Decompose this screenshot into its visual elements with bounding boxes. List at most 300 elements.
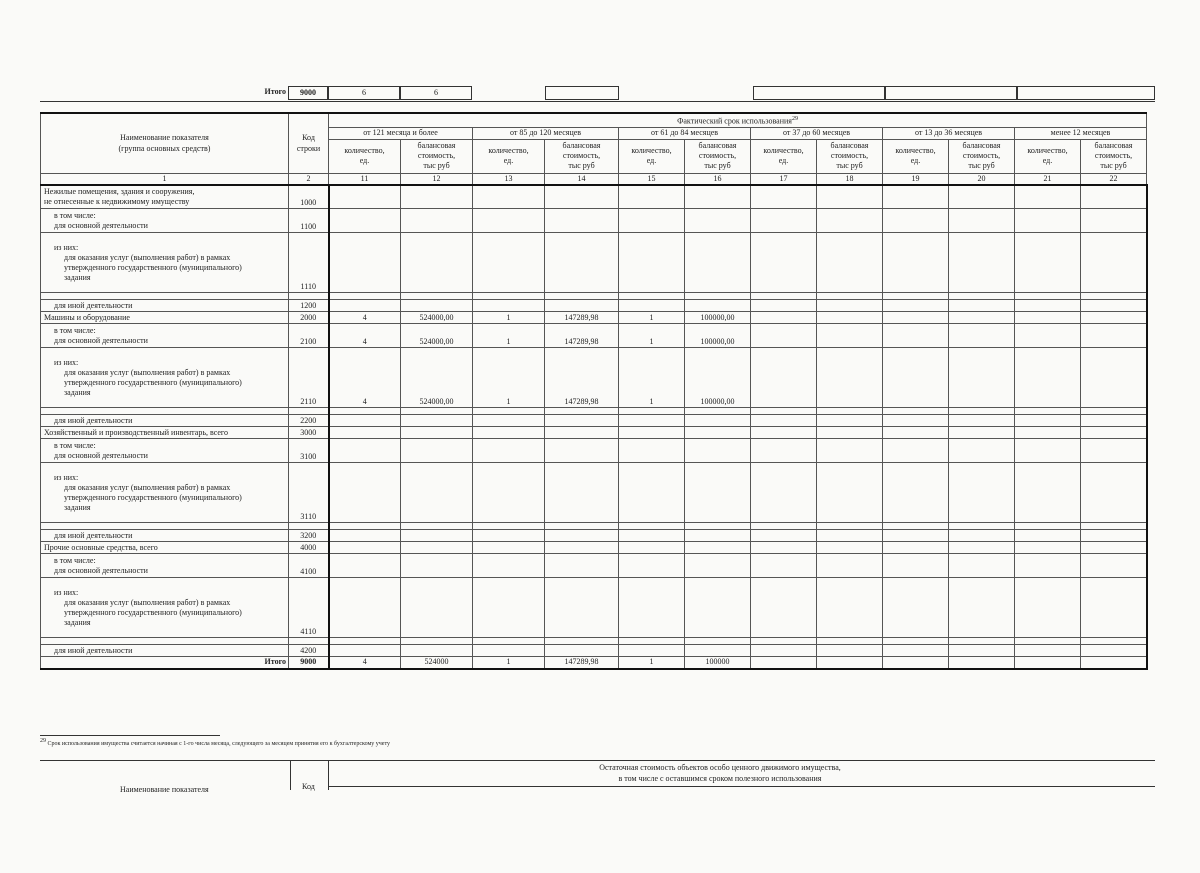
header-cost-line: стоимость, (698, 151, 737, 161)
spacer-cell (1081, 293, 1147, 300)
spacer-cell (329, 408, 401, 415)
row-name-line: для иной деятельности (54, 530, 133, 540)
spacer-cell (289, 638, 329, 645)
row-value-col-20 (949, 312, 1015, 324)
row-value-col-20 (949, 542, 1015, 554)
row-name-line: в том числе: (54, 325, 96, 335)
header-cost-line: тыс руб (568, 161, 595, 171)
row-code: 3200 (289, 530, 329, 542)
spacer-cell (949, 638, 1015, 645)
next-section-code-col: Код (302, 782, 315, 791)
row-code: 1000 (289, 185, 329, 209)
header-code-title: Код (302, 133, 315, 143)
row-value-col-14: 147289,98 (545, 324, 619, 348)
header-cost-line: балансовая (962, 141, 1001, 151)
total-value-col-18 (817, 657, 883, 669)
spacer-cell (1015, 408, 1081, 415)
row-value-col-22 (1081, 415, 1147, 427)
row-value-col-17 (751, 348, 817, 408)
row-value-col-15 (619, 427, 685, 439)
row-name-line: Хозяйственный и производственный инвентарь, всего (44, 427, 228, 437)
total-value-col-22 (1081, 657, 1147, 669)
row-value-col-14 (545, 209, 619, 233)
row-value-col-19 (883, 348, 949, 408)
row-value-col-17 (751, 300, 817, 312)
row-value-col-13 (473, 554, 545, 578)
footnote-mark: 29 (40, 738, 46, 744)
top-total-c11: 6 (328, 86, 400, 100)
row-value-col-17 (751, 542, 817, 554)
row-value-col-18 (817, 348, 883, 408)
row-value-col-19 (883, 233, 949, 293)
row-value-col-22 (1081, 324, 1147, 348)
header-cost-line: балансовая (1094, 141, 1133, 151)
row-value-col-19 (883, 530, 949, 542)
total-code: 9000 (289, 657, 329, 669)
row-value-col-12: 524000,00 (401, 348, 473, 408)
spacer-cell (41, 638, 289, 645)
row-value-col-15 (619, 530, 685, 542)
table-row (41, 233, 1147, 293)
col-number-18: 18 (817, 173, 883, 185)
row-value-col-16 (685, 233, 751, 293)
spacer-cell (289, 293, 329, 300)
row-value-col-15: 1 (619, 312, 685, 324)
row-value-col-18 (817, 530, 883, 542)
header-qty-line: ед. (359, 156, 370, 166)
spacer-cell (883, 638, 949, 645)
header-qty-2 (473, 139, 545, 173)
header-cost-4 (817, 139, 883, 173)
row-name-line: утвержденного государственного (муниципального) (64, 492, 242, 502)
table-row (41, 530, 1147, 542)
row-name-line: задания (64, 272, 91, 282)
row-value-col-11 (329, 645, 401, 657)
next-section-title-2: в том числе с оставшимся сроком полезного использования (618, 774, 822, 783)
row-value-col-16 (685, 415, 751, 427)
row-name (41, 312, 289, 324)
total-value-col-11: 4 (329, 657, 401, 669)
row-value-col-18 (817, 542, 883, 554)
row-value-col-16 (685, 530, 751, 542)
header-cost-line: тыс руб (704, 161, 731, 171)
col-number-2: 2 (289, 173, 329, 185)
row-value-col-22 (1081, 554, 1147, 578)
total-value-col-17 (751, 657, 817, 669)
header-group-5: от 13 до 36 месяцев (883, 127, 1015, 139)
spacer-cell (949, 523, 1015, 530)
row-value-col-16 (685, 209, 751, 233)
row-value-col-21 (1015, 233, 1081, 293)
spacer-cell (817, 638, 883, 645)
row-name (41, 542, 289, 554)
row-value-col-22 (1081, 530, 1147, 542)
row-value-col-17 (751, 554, 817, 578)
row-value-col-19 (883, 415, 949, 427)
total-value-col-14: 147289,98 (545, 657, 619, 669)
spacer-cell (1081, 523, 1147, 530)
row-value-col-12 (401, 185, 473, 209)
row-value-col-19 (883, 300, 949, 312)
row-value-col-14 (545, 530, 619, 542)
row-name-line: для основной деятельности (54, 335, 148, 345)
row-value-col-19 (883, 324, 949, 348)
table-row (41, 645, 1147, 657)
table-row (41, 439, 1147, 463)
spacer-cell (1015, 638, 1081, 645)
row-name (41, 300, 289, 312)
spacer-cell (41, 523, 289, 530)
row-name (41, 645, 289, 657)
header-cost-line: тыс руб (423, 161, 450, 171)
row-value-col-20 (949, 415, 1015, 427)
row-value-col-18 (817, 415, 883, 427)
row-name-line: для оказания услуг (выполнения работ) в рамках (64, 597, 231, 607)
header-code-col (289, 113, 329, 173)
header-qty-6 (1015, 139, 1081, 173)
row-value-col-17 (751, 439, 817, 463)
row-value-col-21 (1015, 542, 1081, 554)
row-value-col-13 (473, 209, 545, 233)
row-code: 2100 (289, 324, 329, 348)
spacer-cell (401, 638, 473, 645)
row-value-col-21 (1015, 324, 1081, 348)
row-value-col-17 (751, 463, 817, 523)
row-code: 4000 (289, 542, 329, 554)
row-value-col-19 (883, 554, 949, 578)
total-value-col-13: 1 (473, 657, 545, 669)
spacer-cell (1015, 293, 1081, 300)
row-value-col-20 (949, 439, 1015, 463)
row-value-col-14 (545, 542, 619, 554)
row-value-col-11 (329, 530, 401, 542)
row-code: 2110 (289, 348, 329, 408)
table-row (41, 324, 1147, 348)
row-value-col-15 (619, 554, 685, 578)
row-value-col-20 (949, 233, 1015, 293)
row-value-col-11: 4 (329, 324, 401, 348)
row-value-col-20 (949, 463, 1015, 523)
total-value-col-12: 524000 (401, 657, 473, 669)
row-code: 3110 (289, 463, 329, 523)
row-name-line: для оказания услуг (выполнения работ) в рамках (64, 482, 231, 492)
top-total-c19 (885, 86, 1017, 100)
header-qty-line: ед. (910, 156, 921, 166)
col-number-16: 16 (685, 173, 751, 185)
row-value-col-12: 524000,00 (401, 312, 473, 324)
row-name (41, 209, 289, 233)
header-name-title: Наименование показателя (120, 133, 209, 143)
row-value-col-17 (751, 578, 817, 638)
row-value-col-16 (685, 439, 751, 463)
col-number-22: 22 (1081, 173, 1147, 185)
row-name-line: для иной деятельности (54, 645, 133, 655)
row-value-col-11 (329, 209, 401, 233)
row-name-line: в том числе: (54, 440, 96, 450)
row-name-line: для иной деятельности (54, 300, 133, 310)
header-cost-6 (1081, 139, 1147, 173)
table-row (41, 312, 1147, 324)
row-value-col-22 (1081, 233, 1147, 293)
row-value-col-13 (473, 530, 545, 542)
spacer-cell (401, 293, 473, 300)
fixed-assets-table (40, 112, 1148, 670)
row-code: 4100 (289, 554, 329, 578)
row-value-col-15 (619, 209, 685, 233)
spacer-cell (751, 638, 817, 645)
row-value-col-20 (949, 324, 1015, 348)
col-number-15: 15 (619, 173, 685, 185)
row-value-col-14 (545, 300, 619, 312)
row-value-col-19 (883, 312, 949, 324)
row-value-col-21 (1015, 300, 1081, 312)
header-cost-line: балансовая (830, 141, 869, 151)
row-value-col-17 (751, 530, 817, 542)
row-value-col-18 (817, 300, 883, 312)
row-value-col-21 (1015, 439, 1081, 463)
spacer-cell (1081, 638, 1147, 645)
top-total-code: 9000 (288, 86, 328, 100)
col-number-12: 12 (401, 173, 473, 185)
spacer-cell (329, 293, 401, 300)
row-value-col-17 (751, 209, 817, 233)
row-name (41, 439, 289, 463)
row-value-col-22 (1081, 185, 1147, 209)
row-name (41, 185, 289, 209)
row-code: 1100 (289, 209, 329, 233)
row-value-col-22 (1081, 645, 1147, 657)
row-code: 2000 (289, 312, 329, 324)
row-name (41, 578, 289, 638)
row-value-col-22 (1081, 578, 1147, 638)
row-value-col-15 (619, 185, 685, 209)
row-code: 3100 (289, 439, 329, 463)
row-name (41, 427, 289, 439)
row-name-line: для основной деятельности (54, 220, 148, 230)
row-value-col-14: 147289,98 (545, 312, 619, 324)
table-row (41, 554, 1147, 578)
spacer-cell (545, 638, 619, 645)
header-qty-4 (751, 139, 817, 173)
row-value-col-15 (619, 542, 685, 554)
row-name-line: задания (64, 387, 91, 397)
row-value-col-20 (949, 530, 1015, 542)
row-name-line: Машины и оборудование (44, 312, 130, 322)
spacer-row (41, 408, 1147, 415)
row-value-col-20 (949, 554, 1015, 578)
row-value-col-17 (751, 427, 817, 439)
row-value-col-18 (817, 312, 883, 324)
next-section-title-1: Остаточная стоимость объектов особо ценного движимого имущества, (599, 763, 841, 772)
row-value-col-14 (545, 554, 619, 578)
header-cost-line: балансовая (417, 141, 456, 151)
header-name-subtitle: (группа основных средств) (118, 144, 211, 154)
row-value-col-12 (401, 645, 473, 657)
row-value-col-11 (329, 542, 401, 554)
spacer-cell (883, 408, 949, 415)
row-value-col-15 (619, 463, 685, 523)
spacer-cell (883, 293, 949, 300)
row-name-line: для основной деятельности (54, 565, 148, 575)
spacer-cell (545, 408, 619, 415)
row-value-col-21 (1015, 554, 1081, 578)
row-name-line: для иной деятельности (54, 415, 133, 425)
row-value-col-21 (1015, 578, 1081, 638)
header-cost-line: стоимость, (562, 151, 601, 161)
row-value-col-13 (473, 463, 545, 523)
row-value-col-22 (1081, 312, 1147, 324)
spacer-cell (751, 293, 817, 300)
row-name-line: из них: (54, 357, 79, 367)
row-value-col-14: 147289,98 (545, 348, 619, 408)
row-value-col-18 (817, 233, 883, 293)
row-value-col-17 (751, 185, 817, 209)
row-value-col-16: 100000,00 (685, 312, 751, 324)
header-actual-term (329, 113, 1147, 127)
row-value-col-22 (1081, 542, 1147, 554)
row-value-col-15 (619, 578, 685, 638)
row-name-line: в том числе: (54, 210, 96, 220)
row-value-col-19 (883, 463, 949, 523)
row-value-col-13: 1 (473, 312, 545, 324)
header-qty-3 (619, 139, 685, 173)
row-code: 4110 (289, 578, 329, 638)
spacer-cell (817, 408, 883, 415)
header-qty-line: ед. (778, 156, 789, 166)
row-value-col-17 (751, 312, 817, 324)
row-value-col-11 (329, 554, 401, 578)
row-value-col-20 (949, 209, 1015, 233)
row-value-col-17 (751, 645, 817, 657)
spacer-cell (883, 523, 949, 530)
row-value-col-21 (1015, 530, 1081, 542)
row-value-col-18 (817, 578, 883, 638)
row-value-col-20 (949, 645, 1015, 657)
row-value-col-20 (949, 348, 1015, 408)
row-value-col-15 (619, 415, 685, 427)
row-value-col-16 (685, 542, 751, 554)
spacer-cell (685, 408, 751, 415)
row-value-col-13 (473, 439, 545, 463)
col-number-19: 19 (883, 173, 949, 185)
header-group-4: от 37 до 60 месяцев (751, 127, 883, 139)
row-name-line: Прочие основные средства, всего (44, 542, 158, 552)
next-section-header (40, 760, 1155, 800)
row-value-col-16 (685, 554, 751, 578)
row-value-col-12 (401, 209, 473, 233)
header-qty-5 (883, 139, 949, 173)
row-name (41, 415, 289, 427)
row-value-col-14 (545, 415, 619, 427)
header-group-1: от 121 месяца и более (329, 127, 473, 139)
spacer-cell (401, 408, 473, 415)
spacer-cell (1015, 523, 1081, 530)
row-value-col-19 (883, 542, 949, 554)
row-value-col-22 (1081, 439, 1147, 463)
header-qty-line: количество, (631, 146, 672, 156)
spacer-cell (949, 408, 1015, 415)
header-cost-5 (949, 139, 1015, 173)
spacer-cell (545, 293, 619, 300)
spacer-cell (817, 523, 883, 530)
row-value-col-12: 524000,00 (401, 324, 473, 348)
table-row (41, 542, 1147, 554)
row-value-col-19 (883, 645, 949, 657)
col-number-14: 14 (545, 173, 619, 185)
spacer-cell (545, 523, 619, 530)
header-cost-line: тыс руб (836, 161, 863, 171)
row-name-line: в том числе: (54, 555, 96, 565)
row-name (41, 324, 289, 348)
row-value-col-15 (619, 233, 685, 293)
row-value-col-14 (545, 439, 619, 463)
header-code-subtitle: строки (296, 144, 321, 154)
row-name (41, 348, 289, 408)
header-cost-line: балансовая (562, 141, 601, 151)
row-name-line: для основной деятельности (54, 450, 148, 460)
total-label: Итого (41, 657, 289, 669)
row-value-col-12 (401, 530, 473, 542)
row-value-col-17 (751, 324, 817, 348)
row-value-col-21 (1015, 185, 1081, 209)
row-value-col-12 (401, 439, 473, 463)
row-value-col-12 (401, 578, 473, 638)
row-value-col-21 (1015, 415, 1081, 427)
top-total-c21 (1017, 86, 1155, 100)
spacer-cell (685, 638, 751, 645)
header-qty-line: количество, (1027, 146, 1068, 156)
row-value-col-11 (329, 427, 401, 439)
header-cost-3 (685, 139, 751, 173)
spacer-cell (329, 638, 401, 645)
row-value-col-14 (545, 645, 619, 657)
row-value-col-21 (1015, 348, 1081, 408)
footnote-text: Срок использования имущества считается начиная с 1-го числа месяца, следующего за месяцем принятия его к бухгалтерскому учету (47, 741, 391, 747)
spacer-cell (949, 293, 1015, 300)
row-value-col-11 (329, 439, 401, 463)
row-value-col-16 (685, 578, 751, 638)
row-value-col-15 (619, 645, 685, 657)
row-value-col-13 (473, 578, 545, 638)
header-cost-line: стоимость, (830, 151, 869, 161)
header-cost-2 (545, 139, 619, 173)
row-value-col-18 (817, 324, 883, 348)
row-value-col-11 (329, 233, 401, 293)
table-row (41, 463, 1147, 523)
spacer-cell (41, 408, 289, 415)
row-value-col-13: 1 (473, 348, 545, 408)
row-value-col-13 (473, 300, 545, 312)
header-group-3: от 61 до 84 месяцев (619, 127, 751, 139)
row-value-col-17 (751, 233, 817, 293)
row-value-col-16: 100000,00 (685, 348, 751, 408)
table-row (41, 209, 1147, 233)
spacer-cell (685, 523, 751, 530)
row-value-col-11: 4 (329, 348, 401, 408)
row-value-col-21 (1015, 463, 1081, 523)
header-group-6: менее 12 месяцев (1015, 127, 1147, 139)
row-value-col-14 (545, 578, 619, 638)
top-total-c12: 6 (400, 86, 472, 100)
spacer-row (41, 523, 1147, 530)
row-value-col-13 (473, 542, 545, 554)
row-value-col-16 (685, 185, 751, 209)
col-number-20: 20 (949, 173, 1015, 185)
row-value-col-13 (473, 185, 545, 209)
row-name (41, 554, 289, 578)
row-value-col-21 (1015, 427, 1081, 439)
row-value-col-18 (817, 427, 883, 439)
